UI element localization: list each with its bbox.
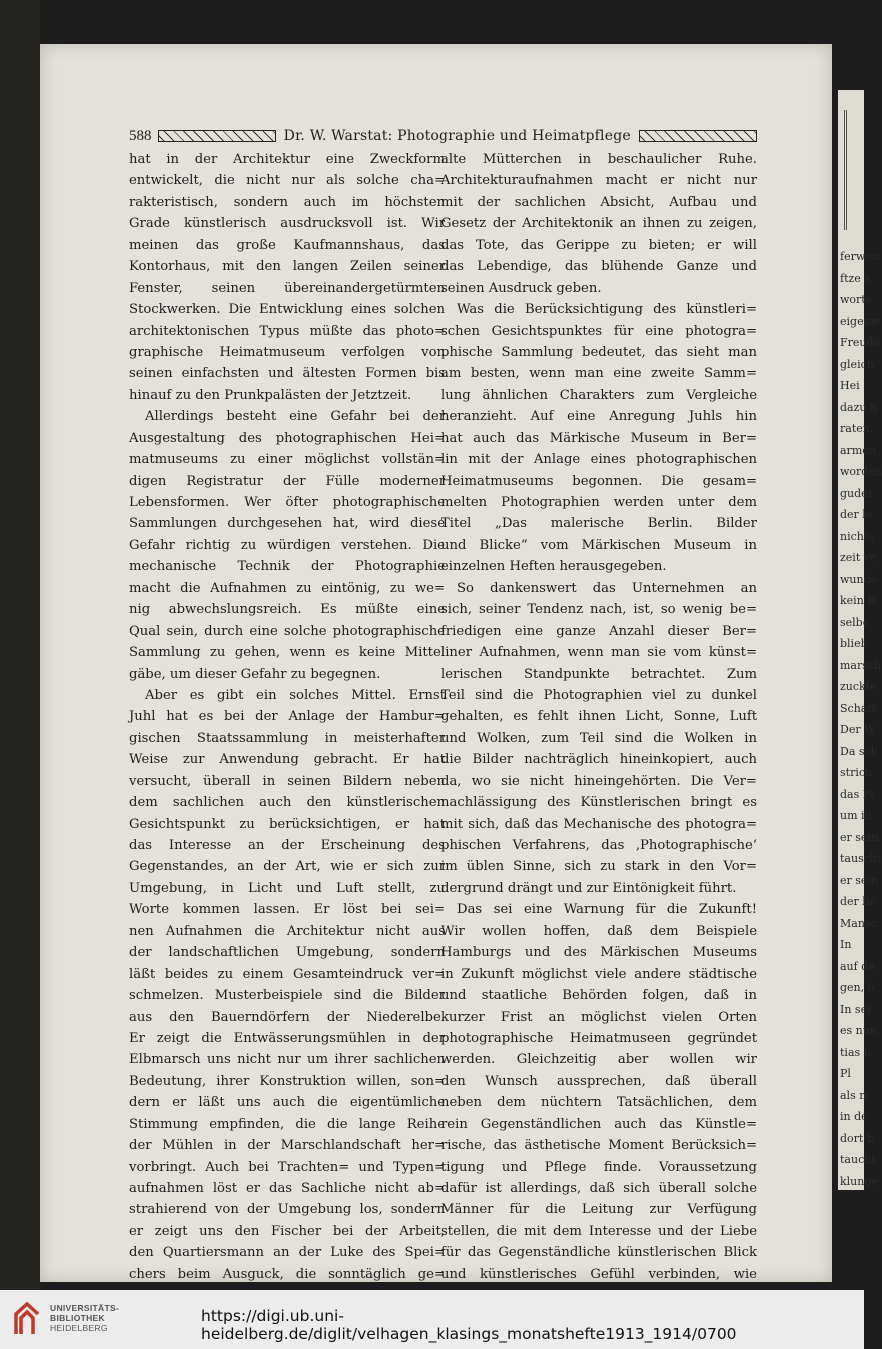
text-line: im üblen Sinne, sich zu stark in den Vor= (441, 859, 757, 875)
adjacent-page-line: kein D (840, 594, 877, 607)
text-line: aufnahmen löst er das Sachliche nicht ab= (129, 1181, 445, 1196)
text-line: gischen Staatssammlung in meisterhafter (129, 730, 445, 746)
text-line: melten Photographien werden unter dem (441, 495, 757, 510)
text-line: phischen Verfahrens, das ‚Photographische‘ (441, 838, 757, 853)
text-line: So dankenswert das Unternehmen an (457, 580, 757, 596)
text-line: seinen einfachsten und ältesten Formen bis (129, 366, 445, 382)
text-line: entwickelt, die nicht nur als solche cha= (129, 173, 445, 189)
text-line: dergrund drängt und zur Eintönigkeit führt. (441, 880, 737, 896)
text-line: mit der sachlichen Absicht, Aufbau und (441, 194, 757, 210)
text-line: kurzer Frist an möglichst vielen Orten (441, 1009, 757, 1025)
adjacent-page-line: wunde (840, 572, 878, 586)
text-line: Teil sind die Photographien viel zu dunkel (441, 687, 757, 703)
text-line: die Bilder nachträglich hineinkopiert, auch (441, 752, 757, 768)
text-line: photographische Heimatmuseen gegründet (441, 1030, 757, 1046)
text-line: und staatliche Behörden folgen, daß in (441, 988, 757, 1004)
adjacent-page-line: In (840, 938, 852, 951)
adjacent-page-line: zuckte (840, 680, 877, 693)
text-line: nen Aufnahmen die Architektur nicht aus (129, 923, 445, 939)
text-line: Fenster, seinen übereinandergetürmten (129, 280, 445, 296)
adjacent-page-line: das Pl (840, 787, 874, 801)
text-line: hinauf zu den Prunkpalästen der Jetztzeit. (129, 387, 412, 403)
text-line: schmelzen. Musterbeispiele sind die Bilder (129, 988, 445, 1004)
text-line: macht die Aufnahmen zu eintönig, zu we= (129, 580, 445, 596)
text-line: Heimatmuseums begonnen. Die gesam= (441, 473, 757, 489)
text-line: läßt beides zu einem Gesamteindruck ver= (129, 966, 445, 982)
text-line: Das sei eine Warnung für die Zukunft! (457, 902, 757, 918)
viewer-footer (0, 1290, 864, 1349)
text-line: vorbringt. Auch bei Trachten= und Typen= (129, 1159, 445, 1175)
text-line: den Quartiersmann an der Luke des Spei= (129, 1245, 445, 1261)
adjacent-page-line: gen, b (840, 981, 875, 994)
adjacent-page-line: Freude (840, 336, 881, 349)
text-line: Titel „Das malerische Berlin. Bilder (441, 516, 757, 532)
text-line: Bedeutung, ihrer Konstruktion willen, son= (129, 1073, 445, 1089)
text-line: Worte kommen lassen. Er löst bei sei= (129, 902, 445, 918)
text-line: neben dem nüchtern Tatsächlichen, dem (441, 1095, 757, 1111)
adjacent-page-line: klunge (840, 1174, 878, 1188)
text-line: meinen das große Kaufmannshaus, das (129, 237, 445, 253)
text-line: dem sachlichen auch den künstlerischen (129, 795, 445, 811)
text-line: Weise zur Anwendung gebracht. Er hat (129, 752, 445, 768)
adjacent-page-line: tauscht (840, 852, 882, 865)
adjacent-page-line: dort b (840, 1131, 874, 1145)
adjacent-page-line: es nun (840, 1024, 877, 1037)
text-line: Umgebung, in Licht und Luft stellt, zu (129, 880, 445, 896)
text-line: gäbe, um dieser Gefahr zu begegnen. (129, 666, 381, 682)
adjacent-page-line: In sei (840, 1002, 871, 1016)
text-line: rische, das ästhetische Moment Berücksich= (441, 1138, 757, 1154)
text-line: hat auch das Märkische Museum in Ber= (441, 430, 757, 446)
text-line: und Wolken, zum Teil sind die Wolken in (441, 730, 757, 746)
adjacent-page-line: zeit ve (840, 551, 877, 564)
text-line: seinen Ausdruck geben. (441, 280, 602, 296)
adjacent-page-line: ftze s (840, 271, 870, 285)
text-line: nig abwechslungsreich. Es müßte eine (129, 602, 445, 618)
text-line: Kontorhaus, mit den langen Zeilen seiner (129, 259, 445, 275)
adjacent-page-text (838, 246, 882, 1192)
text-line: werden. Gleichzeitig aber wollen wir (441, 1052, 757, 1068)
adjacent-page-line: in de (840, 1110, 868, 1123)
text-line: Architekturaufnahmen macht er nicht nur (441, 173, 757, 189)
text-line: friedigen eine ganze Anzahl dieser Ber= (441, 623, 757, 639)
text-line: Stimmung empfinden, die die lange Reihe (129, 1116, 445, 1132)
text-line: Elbmarsch uns nicht nur um ihrer sachlichen (129, 1052, 445, 1068)
text-line: Männer für die Leitung zur Verfügung (441, 1202, 757, 1218)
text-line: einzelnen Heften herausgegeben. (441, 559, 667, 575)
text-line: Hamburgs und des Märkischen Museums (441, 945, 757, 961)
text-line: Gesetz der Architektonik an ihnen zu zeigen, (441, 216, 757, 232)
university-logo-icon[interactable] (10, 1300, 44, 1338)
text-line: architektonischen Typus müßte das photo= (129, 323, 445, 339)
text-line: Wir wollen hoffen, daß dem Beispiele (441, 923, 757, 939)
text-line: sich, seiner Tendenz nach, ist, so wenig be= (441, 602, 757, 618)
text-column-left (129, 149, 445, 1307)
text-line: Gesichtspunkt zu berücksichtigen, er hat (129, 816, 445, 832)
adjacent-page-line: Schatt (840, 701, 877, 715)
text-line: Juhl hat es bei der Anlage der Hambur= (129, 709, 445, 725)
text-line: Aber es gibt ein solches Mittel. Ernst (145, 687, 445, 703)
running-title: Dr. W. Warstat: Photographie und Heimatpflege (283, 128, 631, 144)
text-line: stellen, die mit dem Interesse und der Liebe (441, 1223, 757, 1239)
text-line: Er zeigt die Entwässerungsmühlen in der (129, 1030, 445, 1046)
adjacent-page-edge (838, 90, 882, 1190)
text-line: lung ähnlichen Charakters zum Vergleiche (441, 387, 757, 403)
text-line: phische Sammlung bedeutet, das sieht man (441, 344, 757, 360)
adjacent-page-line: Der W (840, 723, 876, 736)
text-line: Lebensformen. Wer öfter photographische (129, 495, 445, 510)
text-line: lerischen Standpunkte betrachtet. Zum (441, 666, 757, 682)
text-line: alte Mütterchen in beschaulicher Ruhe. (441, 152, 757, 167)
adjacent-page-line: taucht (840, 1153, 876, 1166)
adjacent-page-line: worden (840, 465, 882, 478)
text-line: das Interesse an der Erscheinung des (129, 838, 445, 853)
adjacent-page-line: er sein (840, 830, 879, 844)
text-line: schen Gesichtspunktes für eine photogra= (441, 323, 757, 339)
adjacent-page-line: marsch (840, 658, 882, 672)
text-line: strahierend von der Umgebung los, sondern (129, 1202, 445, 1218)
text-line: nachlässigung des Künstlerischen bringt es (441, 795, 757, 811)
text-line: das Tote, das Gerippe zu bieten; er will (441, 237, 757, 253)
adjacent-page-line: Mansc (840, 916, 877, 930)
text-line: gehalten, es fehlt ihnen Licht, Sonne, Luft (441, 709, 757, 725)
text-line: für das Gegenständliche künstlerischen Blick (441, 1245, 757, 1261)
text-line: rakteristisch, sondern auch im höchsten (129, 194, 445, 210)
adjacent-page-line: Pl (840, 1067, 851, 1080)
text-line: Qual sein, durch eine solche photographische (129, 623, 445, 639)
ornament-left (158, 130, 276, 142)
adjacent-page-line: eigenw (840, 314, 881, 328)
text-line: versucht, überall in seinen Bildern neben (129, 773, 445, 789)
text-line: lin mit der Anlage eines photographischen (441, 452, 757, 468)
adjacent-page-line: armen (840, 443, 876, 457)
text-line: das Lebendige, das blühende Ganze und (441, 259, 757, 275)
text-line: am besten, wenn man eine zweite Samm= (441, 366, 757, 382)
text-line: heranzieht. Auf eine Anregung Juhls hin (441, 409, 757, 425)
adjacent-page-line: raten. (840, 422, 874, 435)
adjacent-page-line: der lie (840, 895, 876, 908)
adjacent-page-line: tias b (840, 1045, 871, 1059)
scan-border-left (0, 0, 40, 1290)
text-line: Sammlung zu gehen, wenn es keine Mittel (129, 645, 445, 661)
text-line: Grade künstlerisch ausdrucksvoll ist. Wir (129, 216, 445, 232)
adjacent-page-line: als m (840, 1088, 870, 1102)
adjacent-page-line: der le (840, 508, 873, 521)
adjacent-page-line: dazu h (840, 400, 878, 414)
text-line: da, wo sie nicht hineingehörten. Die Ver= (441, 773, 757, 789)
text-column-right (441, 149, 757, 1307)
text-line: in Zukunft möglichst viele andere städtische (441, 966, 757, 982)
text-line: aus den Bauerndörfern der Niederelbe. (129, 1009, 445, 1025)
text-line: digen Registratur der Fülle moderner (129, 473, 445, 489)
adjacent-page-line: guder (840, 486, 873, 500)
text-line: Was die Berücksichtigung des künstleri= (457, 302, 757, 318)
text-line: hat in der Architektur eine Zweckform (129, 152, 445, 167)
text-line: Allerdings besteht eine Gefahr bei der (145, 409, 445, 425)
text-line: Ausgestaltung des photographischen Hei= (129, 430, 445, 446)
text-line: er zeigt uns den Fischer bei der Arbeit, (129, 1223, 445, 1239)
adjacent-page-line: ferwon (840, 250, 879, 263)
adjacent-page-line: Da sch (840, 744, 878, 758)
adjacent-page-line: er sein (840, 873, 879, 887)
text-line: dafür ist allerdings, daß sich überall solche (441, 1181, 757, 1196)
adjacent-page-line: blieb (840, 637, 868, 650)
text-line: liner Aufnahmen, wenn man sie vom künst= (441, 645, 757, 661)
adjacent-page-line: gleich (840, 357, 874, 371)
text-line: der landschaftlichen Umgebung, sondern (129, 945, 445, 961)
adjacent-page-line: Hei (840, 379, 860, 392)
text-line: chers beim Ausguck, die sonntäglich ge= (129, 1266, 445, 1282)
text-line: der Mühlen in der Marschlandschaft her= (129, 1138, 445, 1154)
adjacent-page-line: um ih (840, 809, 872, 822)
text-line: Gefahr richtig zu würdigen verstehen. Die (129, 537, 445, 553)
institution-name: UNIVERSITÄTS- BIBLIOTHEK HEIDELBERG (50, 1303, 120, 1333)
text-line: graphische Heimatmuseum verfolgen von (129, 344, 445, 360)
text-line: rein Gegenständlichen auch das Künstle= (441, 1116, 757, 1132)
text-line: und Blicke“ vom Märkischen Museum in (441, 537, 757, 553)
ornament-right (639, 130, 757, 142)
text-line: mechanische Technik der Photographie (129, 559, 445, 575)
adjacent-page-line: worte (840, 293, 873, 306)
adjacent-page-line: auf de (840, 959, 875, 973)
adjacent-page-line: strich (840, 766, 873, 779)
text-line: matmuseums zu einer möglichst vollstän= (129, 452, 445, 468)
running-head (129, 127, 757, 145)
text-line: tigung und Pflege finde. Voraussetzung (441, 1159, 757, 1175)
adjacent-page-line: selbe (840, 615, 870, 629)
text-line: den Wunsch aussprechen, daß überall (441, 1073, 757, 1089)
page-number: 588 (129, 127, 152, 144)
text-line: Stockwerken. Die Entwicklung eines solchen (129, 302, 445, 318)
text-line: dern er läßt uns auch die eigentümliche (129, 1095, 445, 1111)
adjacent-page-line: nichts (840, 529, 874, 543)
text-line: Sammlungen durchgesehen hat, wird diese (129, 516, 445, 532)
adjacent-page-ornament (844, 110, 864, 230)
document-url-link[interactable]: https://digi.ub.uni-heidelberg.de/diglit/velhagen_klasings_monatshefte1913_1914/0700 (201, 1307, 737, 1343)
text-line: und künstlerisches Gefühl verbinden, wie (441, 1266, 757, 1282)
text-line: Gegenstandes, an der Art, wie er sich zur (129, 859, 445, 875)
text-line: mit sich, daß das Mechanische des photogra= (441, 816, 757, 832)
